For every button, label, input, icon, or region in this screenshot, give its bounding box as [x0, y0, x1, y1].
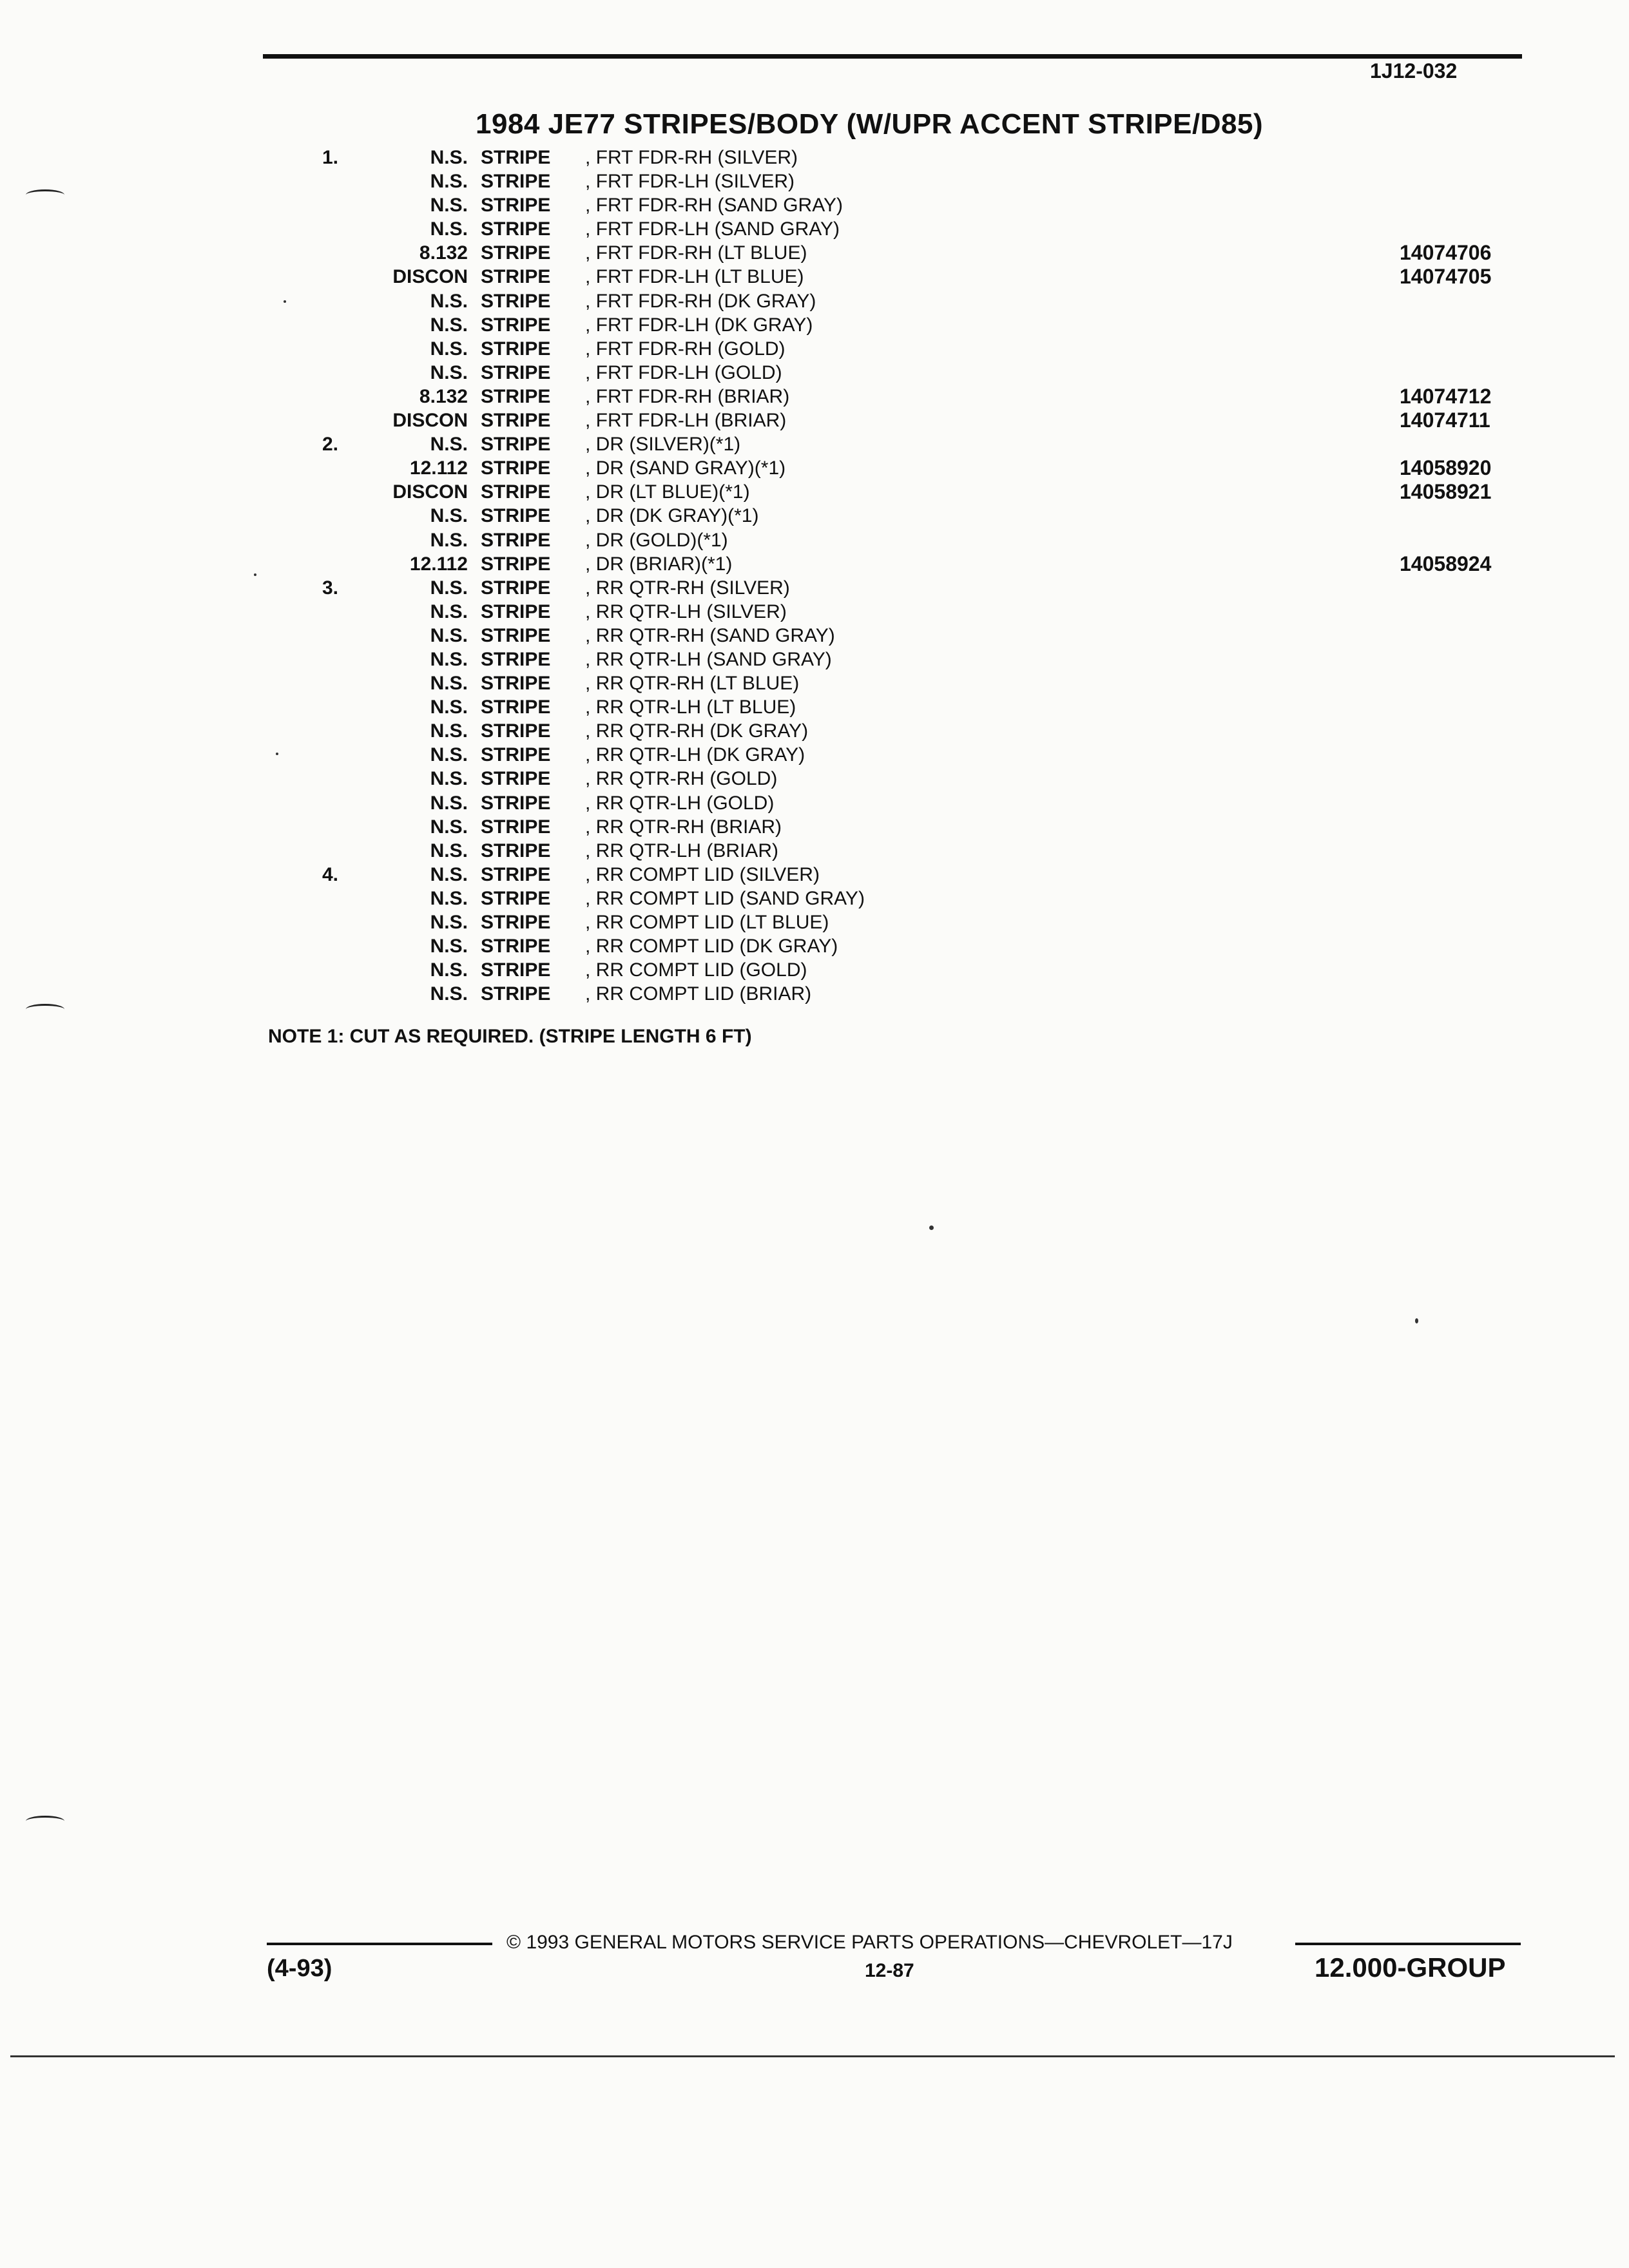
part-name: STRIPE: [481, 195, 551, 216]
bottom-rule: [10, 2055, 1615, 2057]
item-number: 4.: [322, 863, 339, 885]
catalog-code: N.S.: [430, 648, 468, 670]
part-description: , DR (LT BLUE)(*1): [585, 480, 759, 504]
part-number: 14058924: [1400, 552, 1492, 575]
part-description: , FRT FDR-RH (DK GRAY): [585, 289, 825, 313]
part-name: STRIPE: [481, 434, 551, 456]
part-name: STRIPE: [481, 314, 551, 336]
part-description: , RR QTR-LH (LT BLUE): [585, 695, 805, 719]
table-row: [0, 241, 1629, 265]
catalog-code: N.S.: [430, 218, 468, 240]
table-row: [0, 193, 1629, 217]
part-name: STRIPE: [481, 338, 551, 360]
part-name: STRIPE: [481, 768, 551, 790]
part-description: , DR (DK GRAY)(*1): [585, 504, 767, 528]
part-name: STRIPE: [481, 505, 551, 527]
table-row: [0, 408, 1629, 432]
part-name: STRIPE: [481, 863, 551, 885]
table-row: [0, 624, 1629, 648]
part-name: STRIPE: [481, 218, 551, 240]
table-row: [0, 337, 1629, 361]
catalog-code: 12.112: [409, 553, 468, 575]
footnote: NOTE 1: CUT AS REQUIRED. (STRIPE LENGTH 6 FT): [268, 1026, 752, 1047]
table-row: [0, 839, 1629, 863]
part-name: STRIPE: [481, 577, 551, 599]
table-row: [0, 480, 1629, 504]
table-row: [0, 552, 1629, 576]
part-description: , RR COMPT LID (BRIAR): [585, 982, 820, 1006]
catalog-code: N.S.: [430, 434, 468, 456]
footer-copyright: © 1993 GENERAL MOTORS SERVICE PARTS OPERATIONS—CHEVROLET—17J: [506, 1932, 1233, 1953]
part-number: 14074712: [1400, 384, 1492, 408]
scan-speck: [284, 300, 286, 303]
part-description: , RR COMPT LID (LT BLUE): [585, 910, 838, 934]
part-name: STRIPE: [481, 171, 551, 193]
catalog-code: N.S.: [430, 816, 468, 838]
catalog-code: 12.112: [409, 457, 468, 479]
footer-rule-left: [267, 1943, 492, 1945]
top-rule: [263, 54, 1522, 59]
part-description: , RR COMPT LID (GOLD): [585, 958, 816, 982]
catalog-code: N.S.: [430, 171, 468, 193]
part-number: 14074706: [1400, 241, 1492, 265]
part-description: , RR QTR-RH (SAND GRAY): [585, 624, 844, 648]
part-name: STRIPE: [481, 840, 551, 861]
part-description: , RR QTR-RH (BRIAR): [585, 815, 791, 839]
part-description: , RR QTR-LH (DK GRAY): [585, 743, 814, 767]
catalog-code: N.S.: [430, 314, 468, 336]
catalog-code: N.S.: [430, 697, 468, 718]
catalog-code: N.S.: [430, 983, 468, 1005]
part-name: STRIPE: [481, 983, 551, 1005]
part-description: , RR QTR-RH (GOLD): [585, 767, 786, 791]
catalog-code: N.S.: [430, 195, 468, 216]
part-name: STRIPE: [481, 792, 551, 814]
part-name: STRIPE: [481, 673, 551, 695]
table-row: [0, 815, 1629, 839]
scan-mark: [26, 189, 64, 200]
footer-page-number: 12-87: [865, 1960, 914, 1981]
part-description: , FRT FDR-RH (SILVER): [585, 146, 807, 169]
catalog-code: N.S.: [430, 290, 468, 312]
part-number: 14058920: [1400, 456, 1492, 480]
table-row: [0, 385, 1629, 408]
part-name: STRIPE: [481, 290, 551, 312]
part-description: , RR COMPT LID (SILVER): [585, 863, 829, 887]
page-id: 1J12-032: [1370, 59, 1458, 82]
part-name: STRIPE: [481, 481, 551, 503]
part-description: , FRT FDR-RH (SAND GRAY): [585, 193, 852, 217]
footer-date: (4-93): [267, 1955, 333, 1982]
part-name: STRIPE: [481, 553, 551, 575]
scan-speck: [1415, 1318, 1418, 1323]
catalog-code: N.S.: [430, 792, 468, 814]
scan-speck: [276, 753, 278, 755]
part-name: STRIPE: [481, 385, 551, 407]
catalog-code: DISCON: [392, 481, 468, 503]
catalog-code: N.S.: [430, 529, 468, 551]
catalog-code: N.S.: [430, 673, 468, 695]
item-number: 1.: [322, 147, 339, 168]
part-name: STRIPE: [481, 887, 551, 909]
table-row: [0, 743, 1629, 767]
table-row: [0, 887, 1629, 910]
part-description: , FRT FDR-LH (BRIAR): [585, 408, 795, 432]
footer-group: 12.000-GROUP: [1315, 1952, 1506, 1983]
table-row: [0, 719, 1629, 743]
part-description: , FRT FDR-LH (GOLD): [585, 361, 791, 385]
part-number: 14058921: [1400, 480, 1492, 504]
part-name: STRIPE: [481, 147, 551, 168]
scan-speck: [929, 1225, 934, 1230]
part-description: , RR QTR-RH (SILVER): [585, 576, 799, 600]
table-row: [0, 863, 1629, 887]
part-name: STRIPE: [481, 816, 551, 838]
part-name: STRIPE: [481, 744, 551, 766]
catalog-code: N.S.: [430, 505, 468, 527]
part-description: , FRT FDR-RH (GOLD): [585, 337, 795, 361]
table-row: [0, 910, 1629, 934]
part-name: STRIPE: [481, 529, 551, 551]
catalog-code: 8.132: [419, 242, 468, 264]
table-row: [0, 958, 1629, 982]
catalog-code: 8.132: [419, 385, 468, 407]
table-row: [0, 982, 1629, 1006]
table-row: [0, 600, 1629, 624]
part-number: 14074705: [1400, 265, 1492, 289]
catalog-code: N.S.: [430, 768, 468, 790]
catalog-code: N.S.: [430, 601, 468, 622]
item-number: 2.: [322, 434, 339, 456]
catalog-code: N.S.: [430, 720, 468, 742]
table-row: [0, 528, 1629, 552]
part-name: STRIPE: [481, 361, 551, 383]
part-name: STRIPE: [481, 936, 551, 957]
catalog-code: DISCON: [392, 266, 468, 288]
catalog-code: N.S.: [430, 887, 468, 909]
part-description: , RR QTR-RH (DK GRAY): [585, 719, 817, 743]
part-description: , RR QTR-LH (BRIAR): [585, 839, 787, 863]
part-description: , FRT FDR-LH (SAND GRAY): [585, 217, 849, 241]
footer-rule-right: [1295, 1943, 1521, 1945]
part-description: , FRT FDR-LH (DK GRAY): [585, 313, 822, 337]
item-number: 3.: [322, 577, 339, 599]
catalog-code: N.S.: [430, 361, 468, 383]
part-name: STRIPE: [481, 697, 551, 718]
part-description: , DR (SILVER)(*1): [585, 432, 749, 456]
table-row: [0, 432, 1629, 456]
catalog-code: N.S.: [430, 959, 468, 981]
part-description: , DR (BRIAR)(*1): [585, 552, 741, 576]
catalog-code: N.S.: [430, 147, 468, 168]
part-description: , FRT FDR-RH (BRIAR): [585, 385, 798, 408]
table-row: [0, 456, 1629, 480]
table-row: [0, 767, 1629, 791]
table-row: [0, 671, 1629, 695]
catalog-code: N.S.: [430, 912, 468, 933]
table-row: [0, 576, 1629, 600]
part-name: STRIPE: [481, 959, 551, 981]
table-row: [0, 648, 1629, 671]
catalog-code: N.S.: [430, 577, 468, 599]
table-row: [0, 146, 1629, 169]
catalog-code: N.S.: [430, 840, 468, 861]
table-row: [0, 361, 1629, 385]
part-name: STRIPE: [481, 410, 551, 432]
table-row: [0, 934, 1629, 958]
part-name: STRIPE: [481, 457, 551, 479]
part-description: , FRT FDR-RH (LT BLUE): [585, 241, 816, 265]
catalog-code: N.S.: [430, 338, 468, 360]
part-name: STRIPE: [481, 242, 551, 264]
catalog-code: N.S.: [430, 936, 468, 957]
scan-mark: [26, 1816, 64, 1827]
part-description: , RR QTR-LH (SAND GRAY): [585, 648, 841, 671]
part-name: STRIPE: [481, 720, 551, 742]
table-row: [0, 695, 1629, 719]
table-row: [0, 504, 1629, 528]
part-description: , RR QTR-LH (SILVER): [585, 600, 796, 624]
table-row: [0, 265, 1629, 289]
scan-mark: [26, 1004, 64, 1015]
table-row: [0, 313, 1629, 337]
part-name: STRIPE: [481, 624, 551, 646]
part-description: , RR QTR-LH (GOLD): [585, 791, 783, 815]
catalog-code: DISCON: [392, 410, 468, 432]
scan-speck: [254, 573, 256, 576]
part-description: , DR (SAND GRAY)(*1): [585, 456, 795, 480]
catalog-code: N.S.: [430, 744, 468, 766]
table-row: [0, 791, 1629, 815]
part-name: STRIPE: [481, 266, 551, 288]
catalog-code: N.S.: [430, 863, 468, 885]
table-row: [0, 169, 1629, 193]
part-description: , RR QTR-RH (LT BLUE): [585, 671, 808, 695]
part-number: 14074711: [1400, 408, 1490, 432]
part-name: STRIPE: [481, 601, 551, 622]
part-description: , RR COMPT LID (SAND GRAY): [585, 887, 874, 910]
part-description: , RR COMPT LID (DK GRAY): [585, 934, 847, 958]
catalog-code: N.S.: [430, 624, 468, 646]
table-row: [0, 289, 1629, 313]
part-description: , FRT FDR-LH (SILVER): [585, 169, 804, 193]
part-description: , FRT FDR-LH (LT BLUE): [585, 265, 813, 289]
page-title: 1984 JE77 STRIPES/BODY (W/UPR ACCENT STRIPE/D85): [476, 108, 1264, 140]
part-name: STRIPE: [481, 648, 551, 670]
part-name: STRIPE: [481, 912, 551, 933]
part-description: , DR (GOLD)(*1): [585, 528, 737, 552]
table-row: [0, 217, 1629, 241]
parts-list: [0, 146, 1629, 1006]
